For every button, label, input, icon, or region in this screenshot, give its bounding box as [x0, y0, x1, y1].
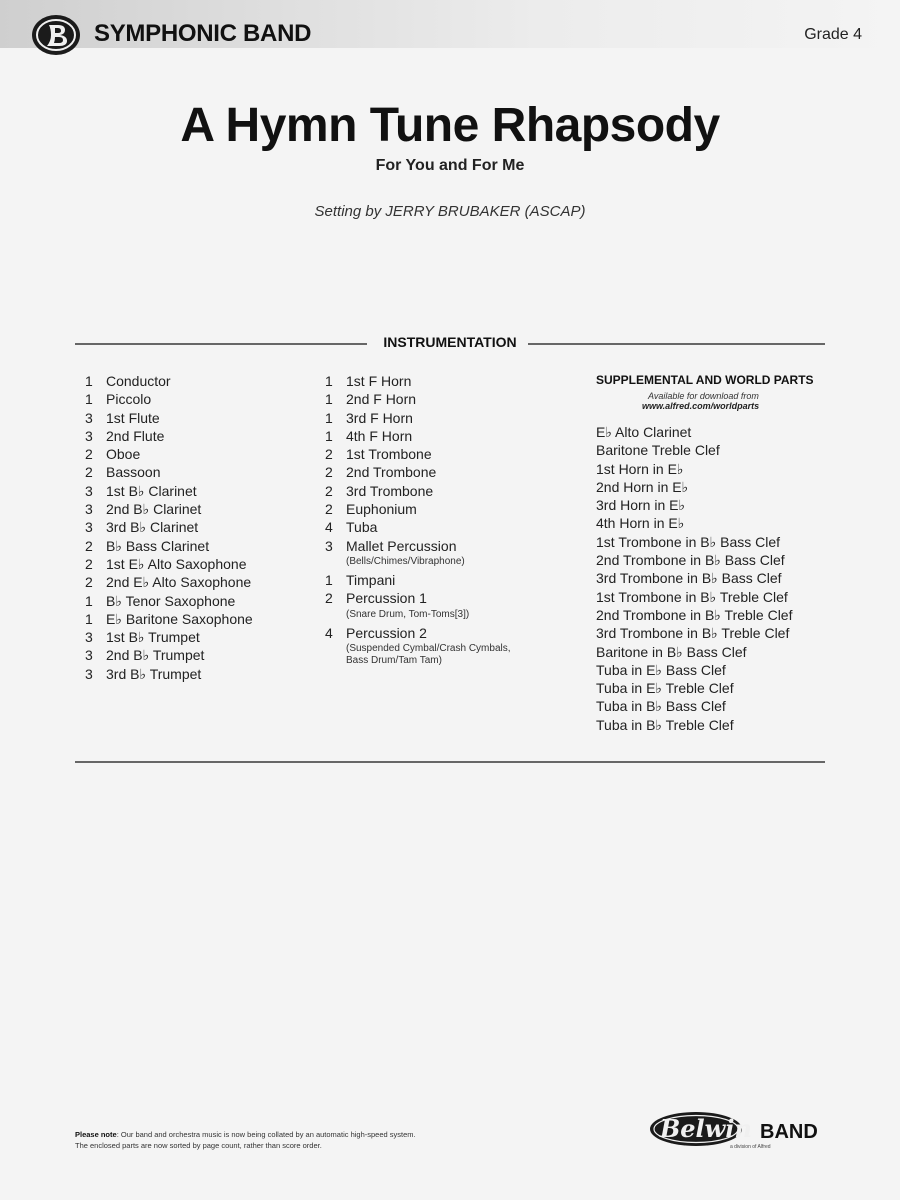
- instrument-name: 3rd B♭ Clarinet: [106, 519, 199, 536]
- instrument-row: [325, 571, 511, 589]
- note-text-2: The enclosed parts are now sorted by page count, rather than score order.: [75, 1141, 322, 1150]
- svg-text:Belwin: Belwin: [660, 1114, 752, 1143]
- instrument-quantity: 4: [325, 624, 333, 641]
- instrument-row: [325, 482, 511, 500]
- instrument-row: [325, 589, 511, 607]
- instrument-quantity: 1: [85, 373, 93, 389]
- instrument-quantity: 4: [325, 519, 333, 536]
- instrument-name: B♭ Tenor Saxophone: [106, 592, 236, 609]
- instrument-quantity: 2: [325, 501, 333, 518]
- instrument-row: [85, 573, 253, 591]
- instrument-row: [325, 445, 511, 463]
- instrument-quantity: 3: [85, 629, 93, 646]
- instrument-quantity: 2: [325, 590, 333, 607]
- instrument-quantity: 1: [325, 571, 333, 588]
- instrument-quantity: 3: [85, 519, 93, 536]
- supplemental-availability: Available for download from: [648, 391, 759, 401]
- supplemental-parts: [596, 373, 826, 734]
- instrument-row: [325, 537, 511, 555]
- supplemental-item: 2nd Trombone in B♭ Bass Clef: [596, 552, 785, 569]
- instrument-row: [85, 537, 253, 555]
- supplemental-item: 3rd Trombone in B♭ Treble Clef: [596, 625, 790, 642]
- instrument-name: 2nd F Horn: [346, 391, 417, 408]
- instrument-name: B♭ Bass Clarinet: [106, 537, 210, 554]
- instrument-quantity: 2: [325, 446, 333, 463]
- instrument-row: [325, 463, 511, 481]
- supplemental-item: 1st Horn in E♭: [596, 460, 684, 477]
- supplemental-item: 1st Trombone in B♭ Treble Clef: [596, 588, 788, 605]
- instrument-quantity: 1: [85, 391, 93, 408]
- supplemental-item: 1st Trombone in B♭ Bass Clef: [596, 533, 781, 550]
- instrument-name: 2nd B♭ Trumpet: [106, 647, 205, 664]
- note-label: Please note: [75, 1130, 117, 1139]
- instrument-name: Percussion 2: [346, 624, 427, 641]
- instrument-note: (Suspended Cymbal/Crash Cymbals, Bass Drum/Tam Tam): [346, 642, 511, 666]
- instrument-name: 2nd Flute: [106, 427, 165, 444]
- instrument-note: (Snare Drum, Tom-Toms[3]): [346, 608, 470, 620]
- instrument-row: [325, 500, 511, 518]
- instrument-name: Timpani: [346, 571, 396, 588]
- instrument-quantity: 1: [85, 592, 93, 609]
- instrument-quantity: 1: [325, 409, 333, 426]
- instrument-column-1: [85, 372, 253, 683]
- heading-rule-left: [75, 343, 367, 345]
- instrument-name: 1st E♭ Alto Saxophone: [106, 555, 247, 572]
- instrument-name: 1st Trombone: [346, 446, 432, 463]
- instrument-quantity: 3: [85, 427, 93, 444]
- instrument-name: 1st B♭ Clarinet: [106, 482, 197, 499]
- instrument-name: Piccolo: [106, 391, 152, 408]
- supplemental-item: Tuba in E♭ Bass Clef: [596, 661, 726, 678]
- instrument-quantity: 2: [85, 555, 93, 572]
- instrument-name: 4th F Horn: [346, 427, 413, 444]
- instrument-name: Oboe: [106, 446, 141, 463]
- supplemental-item: E♭ Alto Clarinet: [596, 424, 692, 440]
- instrument-row: [85, 646, 253, 664]
- instrument-name: 1st Flute: [106, 409, 160, 426]
- supplemental-item: 2nd Trombone in B♭ Treble Clef: [596, 606, 793, 623]
- instrument-row: [325, 372, 511, 390]
- piece-title: A Hymn Tune Rhapsody: [180, 99, 720, 152]
- instrument-quantity: 1: [85, 610, 93, 627]
- instrument-row: [85, 555, 253, 573]
- heading-rule-right: [528, 343, 825, 345]
- instrument-quantity: 3: [325, 537, 333, 554]
- instrument-name: Conductor: [106, 373, 171, 389]
- instrument-name: 3rd B♭ Trumpet: [106, 665, 202, 682]
- publisher-division: a division of Alfred: [730, 1144, 771, 1150]
- instrument-quantity: 1: [325, 373, 333, 389]
- instrument-name: 1st B♭ Trumpet: [106, 629, 200, 646]
- supplemental-item: 2nd Horn in E♭: [596, 478, 689, 495]
- instrument-quantity: 3: [85, 482, 93, 499]
- publisher-logo: [648, 1108, 828, 1158]
- instrument-name: 3rd Trombone: [346, 482, 434, 499]
- instrument-name: Percussion 1: [346, 590, 427, 607]
- instrument-row: [85, 445, 253, 463]
- instrument-quantity: 3: [85, 647, 93, 664]
- instrument-row: [85, 610, 253, 628]
- instrument-row: [85, 427, 253, 445]
- instrument-name: 2nd E♭ Alto Saxophone: [106, 574, 252, 591]
- instrument-name: Bassoon: [106, 464, 161, 481]
- supplemental-item: 3rd Trombone in B♭ Bass Clef: [596, 570, 782, 587]
- series-name: SYMPHONIC BAND: [94, 20, 312, 47]
- instrument-quantity: 2: [325, 482, 333, 499]
- instrument-row: [85, 409, 253, 427]
- instrument-row: [325, 409, 511, 427]
- instrument-row: [85, 500, 253, 518]
- supplemental-item: 3rd Horn in E♭: [596, 497, 686, 514]
- publisher-band: BAND: [760, 1121, 818, 1143]
- instrument-name: Euphonium: [346, 501, 417, 518]
- grade-level: Grade 4: [804, 26, 862, 43]
- instrument-quantity: 2: [85, 574, 93, 591]
- instrument-quantity: 2: [85, 446, 93, 463]
- instrument-row: [85, 463, 253, 481]
- arranger-credit: Setting by JERRY BRUBAKER (ASCAP): [314, 203, 586, 220]
- instrument-name: Mallet Percussion: [346, 537, 457, 554]
- instrument-name: 2nd B♭ Clarinet: [106, 501, 202, 518]
- supplemental-item: 4th Horn in E♭: [596, 515, 685, 532]
- supplemental-title: SUPPLEMENTAL AND WORLD PARTS: [596, 373, 814, 387]
- instrument-quantity: 2: [85, 464, 93, 481]
- instrument-column-2: [325, 372, 511, 670]
- supplemental-item: Tuba in B♭ Treble Clef: [596, 716, 734, 733]
- note-text: : Our band and orchestra music is now being collated by an automatic high-speed system.: [116, 1130, 416, 1139]
- instrument-row: [85, 390, 253, 408]
- collation-note: [75, 1129, 535, 1151]
- supplemental-item: Tuba in E♭ Treble Clef: [596, 680, 734, 697]
- instrument-row: [85, 665, 253, 683]
- instrument-quantity: 2: [325, 464, 333, 481]
- instrument-row: [325, 624, 511, 642]
- instrument-quantity: 3: [85, 409, 93, 426]
- instrument-quantity: 3: [85, 501, 93, 518]
- instrument-row: [85, 518, 253, 536]
- instrument-quantity: 1: [325, 391, 333, 408]
- instrument-row: [325, 518, 511, 536]
- instrument-row: [85, 372, 253, 390]
- supplemental-url[interactable]: www.alfred.com/worldparts: [642, 401, 760, 411]
- instrument-quantity: 3: [85, 665, 93, 682]
- instrumentation-heading: INSTRUMENTATION: [383, 334, 517, 350]
- supplemental-list: [596, 423, 826, 734]
- instrument-name: Tuba: [346, 519, 378, 536]
- instrument-quantity: 1: [325, 427, 333, 444]
- instrument-row: [85, 592, 253, 610]
- instrument-note: (Bells/Chimes/Vibraphone): [346, 555, 465, 567]
- instrument-row: [325, 427, 511, 445]
- section-rule-bottom: [75, 761, 825, 763]
- instrument-row: [325, 390, 511, 408]
- instrument-quantity: 2: [85, 537, 93, 554]
- supplemental-item: Tuba in B♭ Bass Clef: [596, 698, 726, 715]
- instrument-row: [85, 628, 253, 646]
- piece-subtitle: For You and For Me: [375, 157, 525, 174]
- supplemental-item: Baritone Treble Clef: [596, 442, 720, 459]
- instrument-name: E♭ Baritone Saxophone: [106, 610, 253, 627]
- instrument-name: 3rd F Horn: [346, 409, 413, 426]
- instrument-name: 2nd Trombone: [346, 464, 437, 481]
- supplemental-item: Baritone in B♭ Bass Clef: [596, 643, 747, 660]
- belwin-b-logo-icon: [30, 13, 82, 57]
- instrument-name: 1st F Horn: [346, 373, 412, 389]
- instrument-row: [85, 482, 253, 500]
